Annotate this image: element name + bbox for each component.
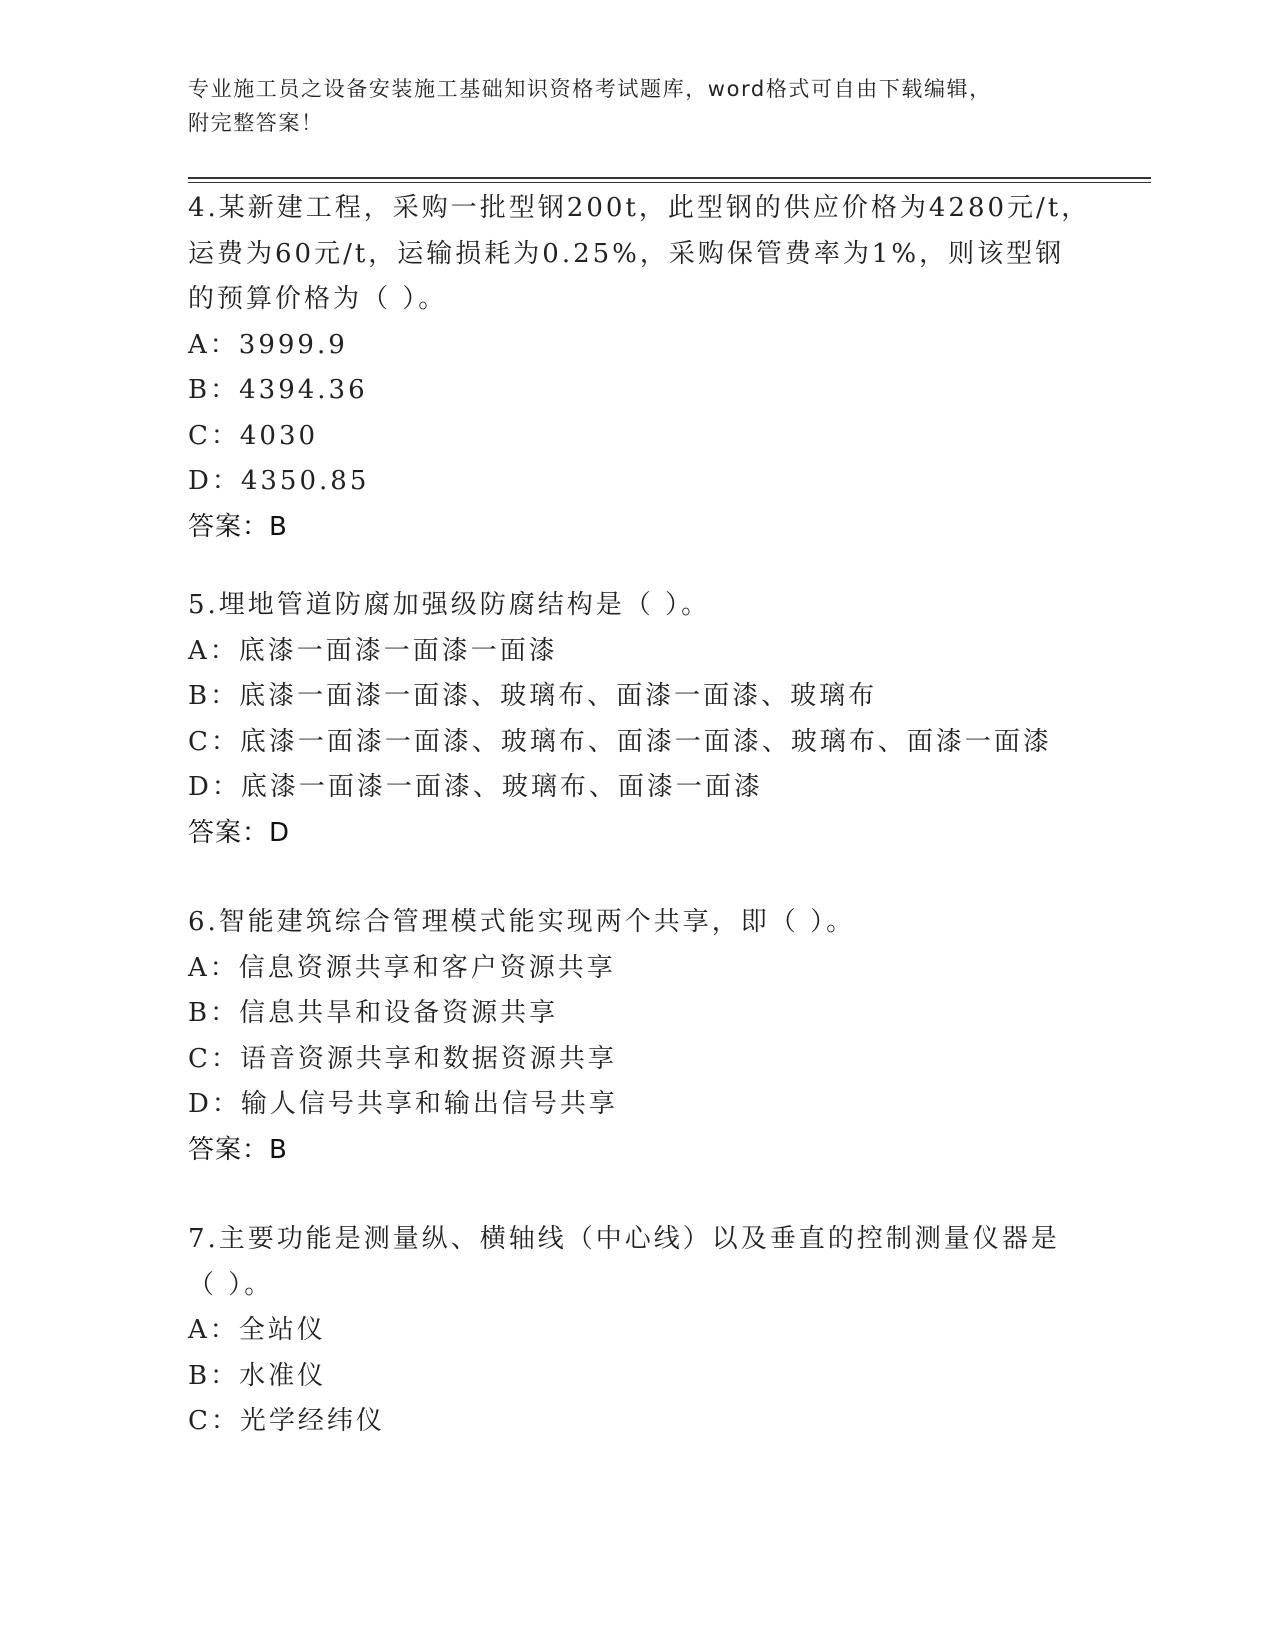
option-c: C：底漆一面漆一面漆、玻璃布、面漆一面漆、玻璃布、面漆一面漆 [188, 726, 1052, 757]
question-4 [188, 186, 1091, 550]
stem-line: 7.主要功能是测量纵、横轴线（中心线）以及垂直的控制测量仪器是 [188, 1224, 1060, 1254]
question-stem [188, 900, 1088, 946]
header-line: 专业施工员之设备安装施工基础知识资格考试题库，word格式可自由下载编辑， [188, 77, 992, 101]
stem-line: 6.智能建筑综合管理模式能实现两个共享，即（ ）。 [188, 907, 856, 937]
question-stem [188, 1217, 1088, 1308]
option-b: B：信息共旱和设备资源共享 [188, 998, 559, 1028]
header-divider-thin [188, 182, 1151, 183]
option-a: A：信息资源共享和客户资源共享 [188, 952, 616, 983]
option-d: D：底漆一面漆一面漆、玻璃布、面漆一面漆 [188, 772, 763, 802]
stem-line: 的预算价格为（ ）。 [188, 284, 448, 314]
option-d: D：4350.85 [188, 466, 370, 496]
question-stem [188, 186, 1091, 323]
option-a: A：全站仪 [188, 1315, 326, 1345]
answer: 答案：B [188, 1134, 288, 1165]
option-b: B：4394.36 [188, 375, 368, 405]
question-stem [188, 583, 1088, 629]
option-c: C：语音资源共享和数据资源共享 [188, 1043, 617, 1074]
stem-line: 4.某新建工程，采购一批型钢200t，此型钢的供应价格为4280元/t， [188, 193, 1091, 223]
stem-line: （ ）。 [188, 1269, 274, 1300]
option-c: C：4030 [188, 420, 319, 451]
answer: 答案：D [188, 817, 291, 848]
question-7 [188, 1217, 1088, 1445]
option-a: A：底漆一面漆一面漆一面漆 [188, 635, 558, 666]
question-6 [188, 900, 1088, 1173]
header-divider [188, 177, 1151, 179]
option-a: A：3999.9 [188, 329, 348, 360]
question-5 [188, 583, 1088, 856]
option-b: B：底漆一面漆一面漆、玻璃布、面漆一面漆、玻璃布 [188, 681, 878, 711]
option-c: C：光学经纬仪 [188, 1406, 385, 1436]
document-header [188, 72, 1088, 140]
header-line: 附完整答案！ [188, 111, 324, 135]
option-b: B：水准仪 [188, 1360, 327, 1391]
answer: 答案：B [188, 511, 288, 542]
option-d: D：输人信号共享和输出信号共享 [188, 1089, 618, 1119]
stem-line: 5.埋地管道防腐加强级防腐结构是（ ）。 [188, 590, 711, 620]
stem-line: 运费为60元/t，运输损耗为0.25%，采购保管费率为1%，则该型钢 [188, 238, 1065, 269]
